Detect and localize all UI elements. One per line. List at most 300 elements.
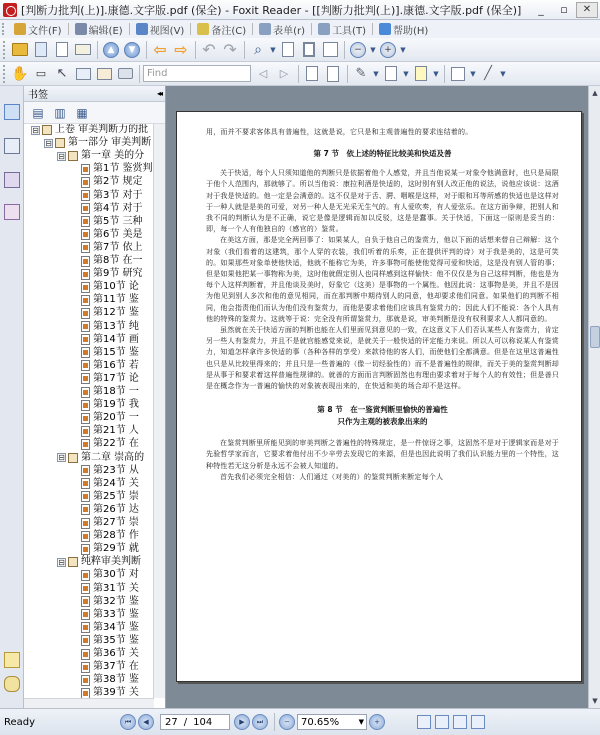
close-button[interactable]: ✕ (576, 2, 598, 18)
note-icon (385, 66, 397, 81)
tools-menu-icon (318, 23, 330, 35)
page-bookmark-icon (81, 504, 90, 515)
bookmark-label: 第37节 在 (93, 661, 139, 673)
bookmark-item[interactable] (81, 242, 143, 254)
continuous-layout-icon[interactable] (435, 715, 449, 729)
menu-bar (0, 20, 600, 38)
menu-help[interactable] (374, 20, 433, 38)
signatures-panel-icon[interactable] (4, 204, 20, 220)
typewriter-button[interactable] (94, 64, 114, 84)
page-separator: / (183, 716, 188, 728)
bookmark-item[interactable] (81, 255, 143, 267)
status-divider (274, 713, 275, 731)
page-bookmark-icon (81, 321, 90, 332)
page-bookmark-icon (81, 662, 90, 673)
page-bookmark-icon (81, 216, 90, 227)
section-heading: 第 7 节 依上述的特征比较美和快适及善 (313, 149, 452, 159)
find-input[interactable]: Find (143, 65, 251, 82)
select-annotation-button[interactable] (52, 64, 72, 84)
page-bookmark-icon (81, 360, 90, 371)
pdf-page[interactable] (176, 111, 582, 682)
page-bookmark-icon (81, 413, 90, 424)
next-view-button[interactable] (171, 40, 191, 60)
view-menu-icon (136, 23, 148, 35)
line-dropdown[interactable] (499, 64, 507, 84)
bookmark-label: 第27节 崇 (93, 517, 139, 528)
expand-bookmark-button[interactable] (30, 105, 46, 121)
bookmark-label: 第12节 鉴 (93, 307, 139, 319)
back-arrow-icon: ⇦ (153, 40, 167, 59)
menu-divider (252, 23, 253, 35)
toolbar-divider (298, 65, 299, 83)
menu-file[interactable] (9, 20, 67, 38)
bookmark-label: 第8节 在一 (93, 255, 143, 266)
email-icon (75, 44, 91, 55)
bookmark-item[interactable] (81, 203, 143, 215)
up-arrow-icon: ▲ (103, 42, 119, 58)
bookmark-item[interactable] (81, 163, 153, 175)
zoom-out-dropdown[interactable] (369, 40, 377, 60)
bookmark-item[interactable] (81, 583, 139, 595)
bookmark-item[interactable] (81, 504, 139, 516)
bookmark-label: 第5节 三种 (93, 215, 143, 227)
collapse-toggle-icon[interactable]: ⊟ (58, 453, 65, 462)
bookmark-item[interactable] (81, 216, 143, 228)
find-next-button[interactable] (274, 64, 294, 84)
bookmark-item[interactable] (81, 190, 143, 202)
body-paragraph: 关于快适，每个人只须知道他的判断只是依据着他个人感觉，并且当他说某一对象令他满意时，也只是局限于他个人范围内，那就够了。所以当他说：康拉利酒是快适的，这时别有别人改正他的说法，说他应该说：这酒对于我是快适的。他一定是会满意的。这不仅是对于舌、腭、咽喉是这样，对于眼和耳等所感的快适也是这样对于一种人就是是美的可爱，对另一种人是无光采无生气的。有人爱吹奏，有人爱弦乐。在这方面争辩，把别人和我不同的判断认为是不正确，说它是像是逻辑而加以反驳，这是是蠢事。关于快适，下面这一原则是妥当的：即，每一个人有他独自的（感官的）鉴赏。 (206, 169, 559, 234)
menu-divider (372, 23, 373, 35)
collapse-panel-button[interactable]: ◂◂ (156, 89, 161, 98)
navigation-icon-strip (0, 86, 24, 708)
page-bookmark-icon (81, 295, 90, 306)
bookmark-vertical-scrollbar[interactable] (153, 124, 165, 698)
bookmark-label: 第20节 一 (93, 412, 139, 424)
minus-icon: − (284, 718, 290, 726)
text-select-icon: ▭ (35, 67, 47, 80)
page-bookmark-icon (81, 190, 90, 201)
scroll-up-arrow[interactable]: ▲ (592, 89, 598, 97)
minimize-button[interactable]: _ (538, 3, 544, 16)
chevron-down-icon: ▼ (470, 69, 476, 78)
page-bookmark-icon (81, 531, 90, 542)
menu-divider (190, 23, 191, 35)
bookmark-folder-item[interactable] (57, 556, 141, 568)
page-bookmark-icon (81, 282, 90, 293)
page-bookmark-icon (81, 622, 90, 633)
menu-label: 帮助(H) (392, 25, 429, 37)
layers-panel-icon[interactable] (4, 172, 20, 188)
first-page-nav-button[interactable] (120, 714, 136, 730)
menu-label: 视图(V) (149, 25, 185, 37)
bookmark-item[interactable] (81, 465, 139, 477)
bookmark-item[interactable] (81, 569, 139, 581)
previous-view-button[interactable] (150, 40, 170, 60)
restore-button[interactable]: ▫ (560, 3, 568, 16)
book-icon (55, 138, 65, 148)
continuous-facing-layout-icon[interactable] (471, 715, 485, 729)
zoom-tool-button[interactable] (248, 40, 268, 60)
bookmark-item[interactable] (81, 609, 139, 621)
bookmark-folder-item[interactable] (57, 452, 144, 464)
bookmark-folder-item[interactable] (31, 124, 148, 136)
shape-dropdown[interactable] (469, 64, 477, 84)
bookmark-label: 第1节 鉴赏判 (93, 163, 153, 175)
bookmark-label: 第39节 关 (93, 687, 139, 698)
collapse-toggle-icon[interactable]: ⊟ (32, 125, 39, 135)
menubar-grip[interactable] (2, 23, 6, 35)
delete-bookmark-button[interactable] (52, 105, 68, 121)
page-bookmark-icon (81, 465, 90, 476)
typewriter-icon (97, 68, 112, 80)
page-bookmark-icon (81, 308, 90, 319)
bookmark-label: 第7节 依上 (93, 241, 143, 253)
chevron-down-icon: ▼ (500, 69, 506, 78)
bookmark-item[interactable] (81, 438, 139, 450)
select-text-button[interactable] (31, 64, 51, 84)
current-page: 27 (165, 716, 178, 728)
menu-label: 备注(C) (211, 25, 247, 37)
rotate-left-icon: ↶ (202, 40, 216, 59)
page-bookmark-icon (81, 347, 90, 358)
first-page-icon: ⏮ (124, 717, 132, 726)
print-icon (56, 42, 68, 57)
chevron-down-icon: ▼ (358, 718, 364, 726)
page-bookmark-icon (81, 544, 90, 555)
single-page-layout-icon[interactable] (417, 715, 431, 729)
bookmark-folder-item[interactable] (57, 150, 144, 162)
bookmark-item[interactable] (81, 268, 143, 280)
foxit-app-icon[interactable] (3, 3, 17, 17)
plus-icon: + (380, 42, 396, 58)
page-bookmark-icon (81, 229, 90, 240)
file-menu-icon (14, 23, 26, 35)
bookmark-label: 第31节 关 (93, 582, 139, 594)
single-page-button[interactable] (302, 64, 322, 84)
single-page-icon (306, 66, 318, 81)
bookmark-label: 第2节 规定 (93, 176, 143, 188)
page-bookmark-icon (81, 203, 90, 214)
bookmark-item[interactable] (81, 635, 139, 647)
bookmark-label: 第24节 关 (93, 477, 139, 489)
line-tool-button[interactable] (478, 64, 498, 84)
book-icon (68, 151, 78, 161)
bookmarks-panel-title: 书签 (28, 90, 48, 101)
bookmark-item[interactable] (81, 347, 139, 359)
status-bar (0, 708, 600, 735)
zoom-in-button[interactable] (378, 40, 398, 60)
email-button[interactable] (73, 40, 93, 60)
plus-icon: + (374, 718, 380, 726)
bookmark-item[interactable] (81, 176, 143, 188)
actual-size-button[interactable] (278, 40, 298, 60)
camera-icon (118, 68, 133, 79)
bookmark-item[interactable] (81, 622, 139, 634)
collapse-toggle-icon[interactable]: ⊟ (45, 138, 52, 148)
comment-menu-icon (197, 23, 209, 35)
zoom-out-button[interactable] (348, 40, 368, 60)
zoom-level: 70.65% (301, 716, 340, 728)
fit-page-button[interactable] (299, 40, 319, 60)
bookmark-item[interactable] (81, 687, 139, 698)
pages-panel-icon[interactable] (4, 138, 20, 154)
chevron-down-icon: ▼ (403, 69, 409, 78)
pen-icon: ✎ (355, 66, 367, 81)
bookmark-tree (24, 124, 154, 698)
options-icon: ▦ (76, 105, 88, 120)
help-menu-icon (379, 23, 391, 35)
bookmark-label: 上卷 审美判断力的批 (55, 124, 149, 135)
chevron-down-icon: ▼ (400, 45, 406, 54)
page-bookmark-icon (81, 675, 90, 686)
bookmark-item[interactable] (81, 321, 139, 333)
hand-tool-button[interactable] (10, 64, 30, 84)
toolbar-divider (139, 65, 140, 83)
comments-panel-icon[interactable] (4, 652, 20, 668)
collapse-toggle-icon[interactable]: ⊟ (58, 151, 65, 161)
scroll-thumb[interactable] (590, 326, 600, 348)
pointer-icon: ↖ (56, 66, 68, 81)
print-button[interactable] (52, 40, 72, 60)
bookmark-label: 第13节 纯 (93, 320, 139, 332)
page-bookmark-icon (81, 688, 90, 698)
form-menu-icon (259, 23, 271, 35)
bookmark-horizontal-scrollbar[interactable] (24, 698, 154, 708)
menu-label: 工具(T) (332, 25, 366, 37)
status-zoom-in-button[interactable] (369, 714, 385, 730)
menu-form[interactable] (254, 20, 310, 38)
zoom-in-dropdown[interactable] (399, 40, 407, 60)
continuous-button[interactable] (323, 64, 343, 84)
menu-comment[interactable] (192, 20, 251, 38)
rotate-left-button[interactable] (199, 40, 219, 60)
bookmark-item[interactable] (81, 491, 139, 503)
bookmark-label: 第15节 鉴 (93, 346, 139, 358)
scroll-down-arrow[interactable]: ▼ (592, 697, 598, 705)
section-heading (206, 404, 559, 428)
bookmark-item[interactable] (81, 373, 139, 385)
find-next-icon: ▷ (279, 67, 289, 80)
minus-icon: − (350, 42, 366, 58)
zoom-dropdown[interactable] (269, 40, 277, 60)
bookmark-item[interactable] (81, 360, 139, 372)
pen-tool-button[interactable] (351, 64, 371, 84)
status-zoom-out-button[interactable] (279, 714, 295, 730)
page-bookmark-icon (81, 164, 90, 175)
find-previous-button[interactable] (253, 64, 273, 84)
bookmark-item[interactable] (81, 281, 139, 293)
bookmarks-panel (24, 86, 166, 708)
bookmark-label: 第26节 达 (93, 503, 139, 515)
last-page-button[interactable] (122, 40, 142, 60)
bookmark-label: 第10节 论 (93, 281, 139, 293)
menu-label: 表单(r) (273, 25, 306, 37)
note-tool-button[interactable] (381, 64, 401, 84)
page-bookmark-icon (81, 518, 90, 529)
toolbar-divider (97, 41, 98, 59)
bookmark-item[interactable] (81, 399, 139, 411)
page-bookmark-icon (81, 269, 90, 280)
page-bookmark-icon (81, 439, 90, 450)
prev-page-nav-button[interactable] (138, 714, 154, 730)
continuous-page-icon (327, 66, 339, 82)
highlight-dropdown[interactable] (432, 64, 440, 84)
toolbar-divider (195, 41, 196, 59)
next-page-nav-button[interactable] (234, 714, 250, 730)
bookmark-label: 第38节 鉴 (93, 674, 139, 686)
prev-page-icon: ◀ (143, 718, 149, 726)
bookmark-label: 第17节 论 (93, 372, 139, 384)
bookmark-item[interactable] (81, 229, 143, 241)
bookmark-item[interactable] (81, 517, 139, 529)
snapshot-button[interactable] (73, 64, 93, 84)
bookmark-label: 第二章 崇高的 (81, 451, 145, 463)
page-bookmark-icon (81, 570, 90, 581)
section-heading-line: 第 8 节 在一鉴赏判断里愉快的普遍性 (317, 405, 448, 415)
bookmark-label: 第16节 若 (93, 359, 139, 371)
section-heading-line: 只作为主观的被表象出来的 (337, 417, 428, 427)
bookmark-item[interactable] (81, 674, 139, 686)
bookmark-label: 第3节 对于 (93, 189, 143, 201)
bookmark-folder-item[interactable] (44, 137, 151, 149)
body-paragraph: 用，而并不要求客体具有普遍性，这就是说，它只是和主观普遍性的要求连结着的。 (206, 128, 473, 136)
bookmark-label: 第18节 一 (93, 386, 139, 397)
toolbar-grip[interactable] (3, 41, 7, 59)
page-bookmark-icon (81, 596, 90, 607)
bookmark-label: 第36节 关 (93, 648, 139, 659)
menu-divider (129, 23, 130, 35)
chevron-down-icon: ▼ (270, 45, 276, 54)
pen-dropdown[interactable] (372, 64, 380, 84)
bookmark-label: 第一部分 审美判断 (68, 137, 152, 149)
bookmark-item[interactable] (81, 425, 139, 437)
bookmark-item[interactable] (81, 294, 139, 306)
rotate-right-button[interactable] (220, 40, 240, 60)
bookmark-label: 第4节 对于 (93, 202, 143, 214)
bookmarks-panel-header (24, 86, 165, 102)
document-viewport[interactable] (166, 86, 588, 708)
book-icon (68, 453, 78, 463)
page-bookmark-icon (81, 478, 90, 489)
shape-tool-button[interactable] (448, 64, 468, 84)
snapshot-icon (76, 68, 91, 80)
title-bar (0, 0, 600, 20)
bookmark-item[interactable] (81, 478, 139, 490)
save-icon (35, 42, 47, 57)
highlight-tool-button[interactable] (411, 64, 431, 84)
page-bookmark-icon (81, 583, 90, 594)
bookmark-label: 第25节 崇 (93, 490, 139, 502)
page-number-field[interactable] (160, 714, 230, 730)
bookmark-label: 第29节 就 (93, 543, 139, 555)
actual-size-icon (282, 42, 294, 57)
bookmark-item[interactable] (81, 307, 139, 319)
toolbar-divider (146, 41, 147, 59)
facing-layout-icon[interactable] (453, 715, 467, 729)
bookmark-label: 第35节 鉴 (93, 634, 139, 646)
page-bookmark-icon (81, 491, 90, 502)
chevron-down-icon: ▼ (370, 45, 376, 54)
body-paragraph: 在美这方面，那是完全两回事了：如果某人，自负于他自己的鉴赏力，他以下面的话想来替自己辩解：这个对象（我们看着的这建筑，那个人穿的衣装，我们听着的乐奏，正在提供评判的诗）对于我是美的，这是可笑的。如果那些对象单使他快适，他就不能称它为美，许多事物可能使他觉得可爱和快适，这是没有别人管的事；但是如果他把某一事物称为美，这时他就假定别人也同样感到这样愉快：他不仅仅是为自己这样判断，他也是为每个人这样判断着，并且他谈及美时，好象它（这美）是事物的一个属性。他因此说：这事物是美，并且不是因为他见到别人多次和他的意见相同，而在那判断中期待别人的同意，他却要求他们同意。如果他们的判断不相同，他会指责他们而认为他们没有鉴赏力，而他是要求着他们应该具有鉴赏力的；因此人们不能说：各个人具有他的特殊的鉴赏力。这就等于说：完全没有所谓鉴赏力，那就是说，审美判断是没有权利要求人人都同意的。 (206, 236, 559, 323)
page-bookmark-icon (81, 400, 90, 411)
page-bookmark-icon (81, 256, 90, 267)
hand-icon: ✋ (11, 65, 29, 82)
save-button[interactable] (31, 40, 51, 60)
page-bookmark-icon (81, 649, 90, 660)
bookmark-label: 第23节 从 (93, 464, 139, 476)
options-button[interactable] (74, 105, 90, 121)
bookmark-label: 第6节 美是 (93, 228, 143, 240)
page-bookmark-icon (81, 373, 90, 384)
expand-bookmark-icon: ▤ (32, 105, 44, 120)
page-bookmark-icon (81, 426, 90, 437)
bookmark-label: 第9节 研究 (93, 268, 143, 280)
collapse-toggle-icon[interactable]: ⊟ (58, 557, 65, 567)
menu-label: 文件(F) (28, 25, 62, 37)
menu-view[interactable] (131, 20, 190, 38)
body-paragraph: 在鉴赏判断里所能见到的审美判断之普遍性的特殊规定，是一件惊讶之事，这固然不是对于逻辑家而是对于先验哲学家而言，它要求着他付出不少辛劳去发现它的来源，但是也因此说明了我们认识能力里的一个特性，这种特性若无这分析是永远不会被人知道的。 (206, 439, 559, 470)
bookmark-label: 第32节 鉴 (93, 595, 139, 607)
toolbar-divider (244, 41, 245, 59)
fit-width-icon (323, 42, 338, 57)
page-bookmark-icon (81, 334, 90, 345)
open-file-button[interactable] (10, 40, 30, 60)
bookmark-label: 第22节 在 (93, 438, 139, 450)
chevron-down-icon: ▼ (433, 69, 439, 78)
bookmark-item[interactable] (81, 386, 139, 398)
book-icon (42, 125, 52, 135)
bookmark-item[interactable] (81, 543, 139, 555)
note-dropdown[interactable] (402, 64, 410, 84)
document-vertical-scrollbar[interactable] (588, 86, 600, 708)
bookmark-label: 第11节 鉴 (93, 294, 139, 306)
bookmark-label: 纯粹审美判断 (81, 556, 141, 568)
fit-page-icon (303, 42, 315, 57)
bookmark-item[interactable] (81, 661, 139, 673)
page-bookmark-icon (81, 242, 90, 253)
bookmark-item[interactable] (81, 596, 139, 608)
next-page-icon: ▶ (239, 718, 245, 726)
fit-width-button[interactable] (320, 40, 340, 60)
toolbar-divider (344, 41, 345, 59)
camera-button[interactable] (115, 64, 135, 84)
menu-label: 编辑(E) (88, 25, 123, 37)
toolbar-grip[interactable] (3, 65, 7, 83)
last-page-nav-button[interactable] (252, 714, 268, 730)
menu-divider (311, 23, 312, 35)
bookmark-item[interactable] (81, 334, 139, 346)
book-icon (68, 557, 78, 567)
attachments-panel-icon[interactable] (4, 676, 20, 692)
total-pages: 104 (193, 716, 213, 728)
toolbar-divider (444, 65, 445, 83)
bookmarks-panel-icon[interactable] (4, 104, 20, 120)
last-page-icon: ⏭ (256, 717, 264, 726)
first-page-button[interactable] (101, 40, 121, 60)
line-icon: ╱ (484, 66, 492, 81)
bookmark-item[interactable] (81, 530, 139, 542)
menu-edit[interactable] (70, 20, 128, 38)
bookmark-item[interactable] (81, 648, 139, 660)
bookmark-item[interactable] (81, 412, 139, 424)
bookmark-label: 第一章 美的分 (81, 150, 145, 162)
bookmark-label: 第21节 人 (93, 425, 139, 437)
menu-tools[interactable] (313, 20, 371, 38)
window-title: [判断力批判(上)].康德.文字版.pdf (保全) - Foxit Reader - [[判断力批判(上)].康德.文字版.pdf (保全)] (21, 3, 522, 17)
zoom-level-field[interactable] (297, 714, 367, 730)
toolbar-divider (347, 65, 348, 83)
status-ready-text: Ready (4, 716, 36, 728)
